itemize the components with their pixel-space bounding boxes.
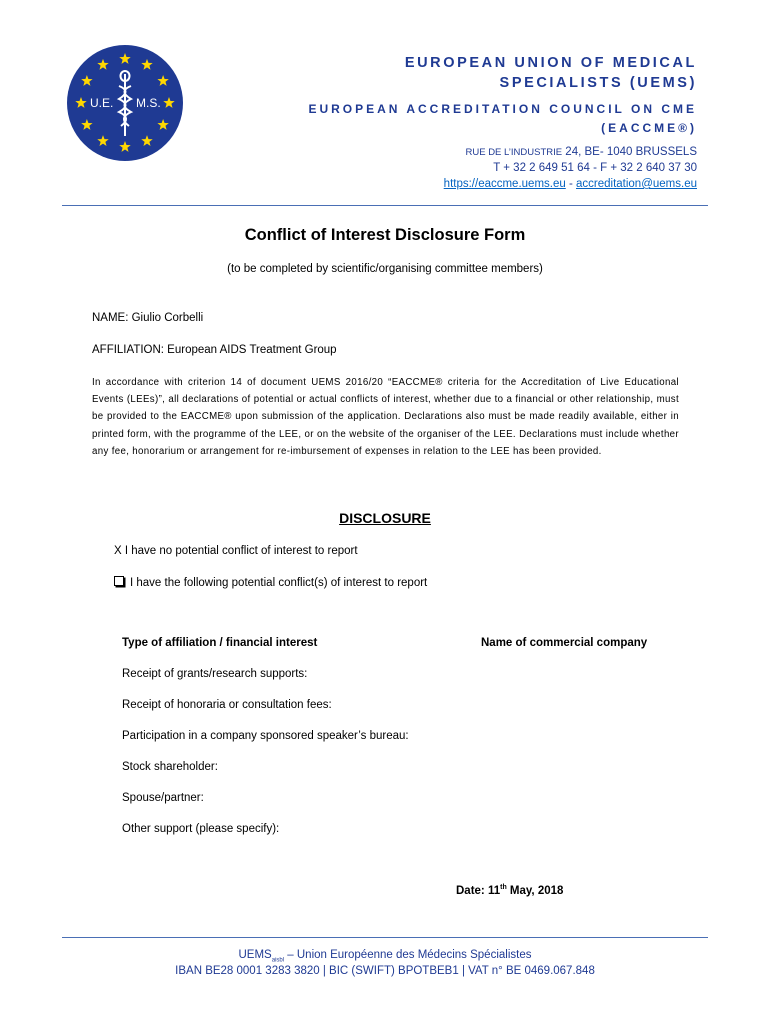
checkbox-icon[interactable]	[114, 576, 124, 586]
email-link[interactable]: accreditation@uems.eu	[576, 178, 697, 190]
page-subtitle: (to be completed by scientific/organising committee members)	[227, 263, 543, 275]
date-suffix: May, 2018	[506, 884, 564, 897]
name-field: NAME: Giulio Corbelli	[92, 312, 204, 324]
option-has-conflict-label: I have the following potential conflict(s) of interest to report	[130, 577, 428, 589]
affiliation-field: AFFILIATION: European AIDS Treatment Group	[92, 344, 337, 356]
date-prefix: Date: 11	[456, 884, 501, 897]
interest-row-speakers-bureau: Participation in a company sponsored speaker’s bureau:	[122, 730, 409, 742]
logo-text-right: M.S.	[136, 96, 161, 110]
org-name-line2: SPECIALISTS (UEMS)	[499, 75, 697, 91]
interest-row-other: Other support (please specify):	[122, 823, 280, 835]
interest-row-honoraria: Receipt of honoraria or consultation fees:	[122, 699, 332, 711]
option-has-conflict[interactable]	[114, 576, 427, 589]
interest-row-spouse: Spouse/partner:	[122, 792, 204, 804]
interest-row-grants: Receipt of grants/research supports:	[122, 668, 308, 680]
council-name	[308, 100, 697, 138]
separator: -	[565, 178, 576, 190]
footer-aisbl: aisbl	[271, 957, 285, 964]
footer-line1	[0, 949, 770, 963]
date-superscript: th	[500, 884, 507, 891]
option-no-conflict[interactable]: X I have no potential conflict of interest to report	[114, 545, 358, 557]
footer-union-name: – Union Européenne des Médecins Spécialistes	[284, 949, 532, 961]
logo-text-left: U.E.	[90, 96, 114, 110]
footer-bank-details: IBAN BE28 0001 3283 3820 | BIC (SWIFT) BPOTBEB1 | VAT n° BE 0469.067.848	[175, 965, 595, 977]
criteria-paragraph: In accordance with criterion 14 of document UEMS 2016/20 “EACCME® criteria for the Accreditation of Live Educational Events (LEEs)”, all declarations of potential or actual conflicts of interest, whether due to a financial or other relationship, must be provided to the EACCME® upon submission of the application. Declarations also must be made readily available, either in printed form, with the programme of the LEE, or on the website of the organiser of the LEE. Declarations must include whether any fee, honorarium or arrangement for re-imbursement of expenses in relation to the LEE has been provided.	[92, 377, 679, 457]
disclosure-date	[456, 884, 563, 897]
footer-uems: UEMS	[238, 949, 272, 961]
contact-links	[444, 176, 697, 193]
org-name-line1: EUROPEAN UNION OF MEDICAL	[404, 55, 697, 71]
phone-fax: T + 32 2 649 51 64 - F + 32 2 640 37 30	[493, 162, 697, 174]
uems-logo	[66, 44, 184, 162]
page-title: Conflict of Interest Disclosure Form	[244, 226, 526, 244]
address-city: 24, BE- 1040 BRUSSELS	[562, 146, 697, 158]
website-link[interactable]: https://eaccme.uems.eu	[443, 178, 566, 190]
council-name-line1: EUROPEAN ACCREDITATION COUNCIL ON CME	[308, 102, 697, 116]
address-street: RUE DE L’INDUSTRIE	[465, 147, 563, 158]
council-name-line2: (EACCME®)	[601, 121, 697, 135]
footer-divider	[62, 937, 708, 938]
interest-row-stock: Stock shareholder:	[122, 761, 218, 773]
column-company-header: Name of commercial company	[481, 637, 648, 649]
org-name	[405, 53, 697, 93]
address	[466, 144, 698, 161]
header-divider	[62, 205, 708, 206]
disclosure-heading: DISCLOSURE	[339, 510, 431, 526]
column-type-header: Type of affiliation / financial interest	[122, 637, 318, 649]
